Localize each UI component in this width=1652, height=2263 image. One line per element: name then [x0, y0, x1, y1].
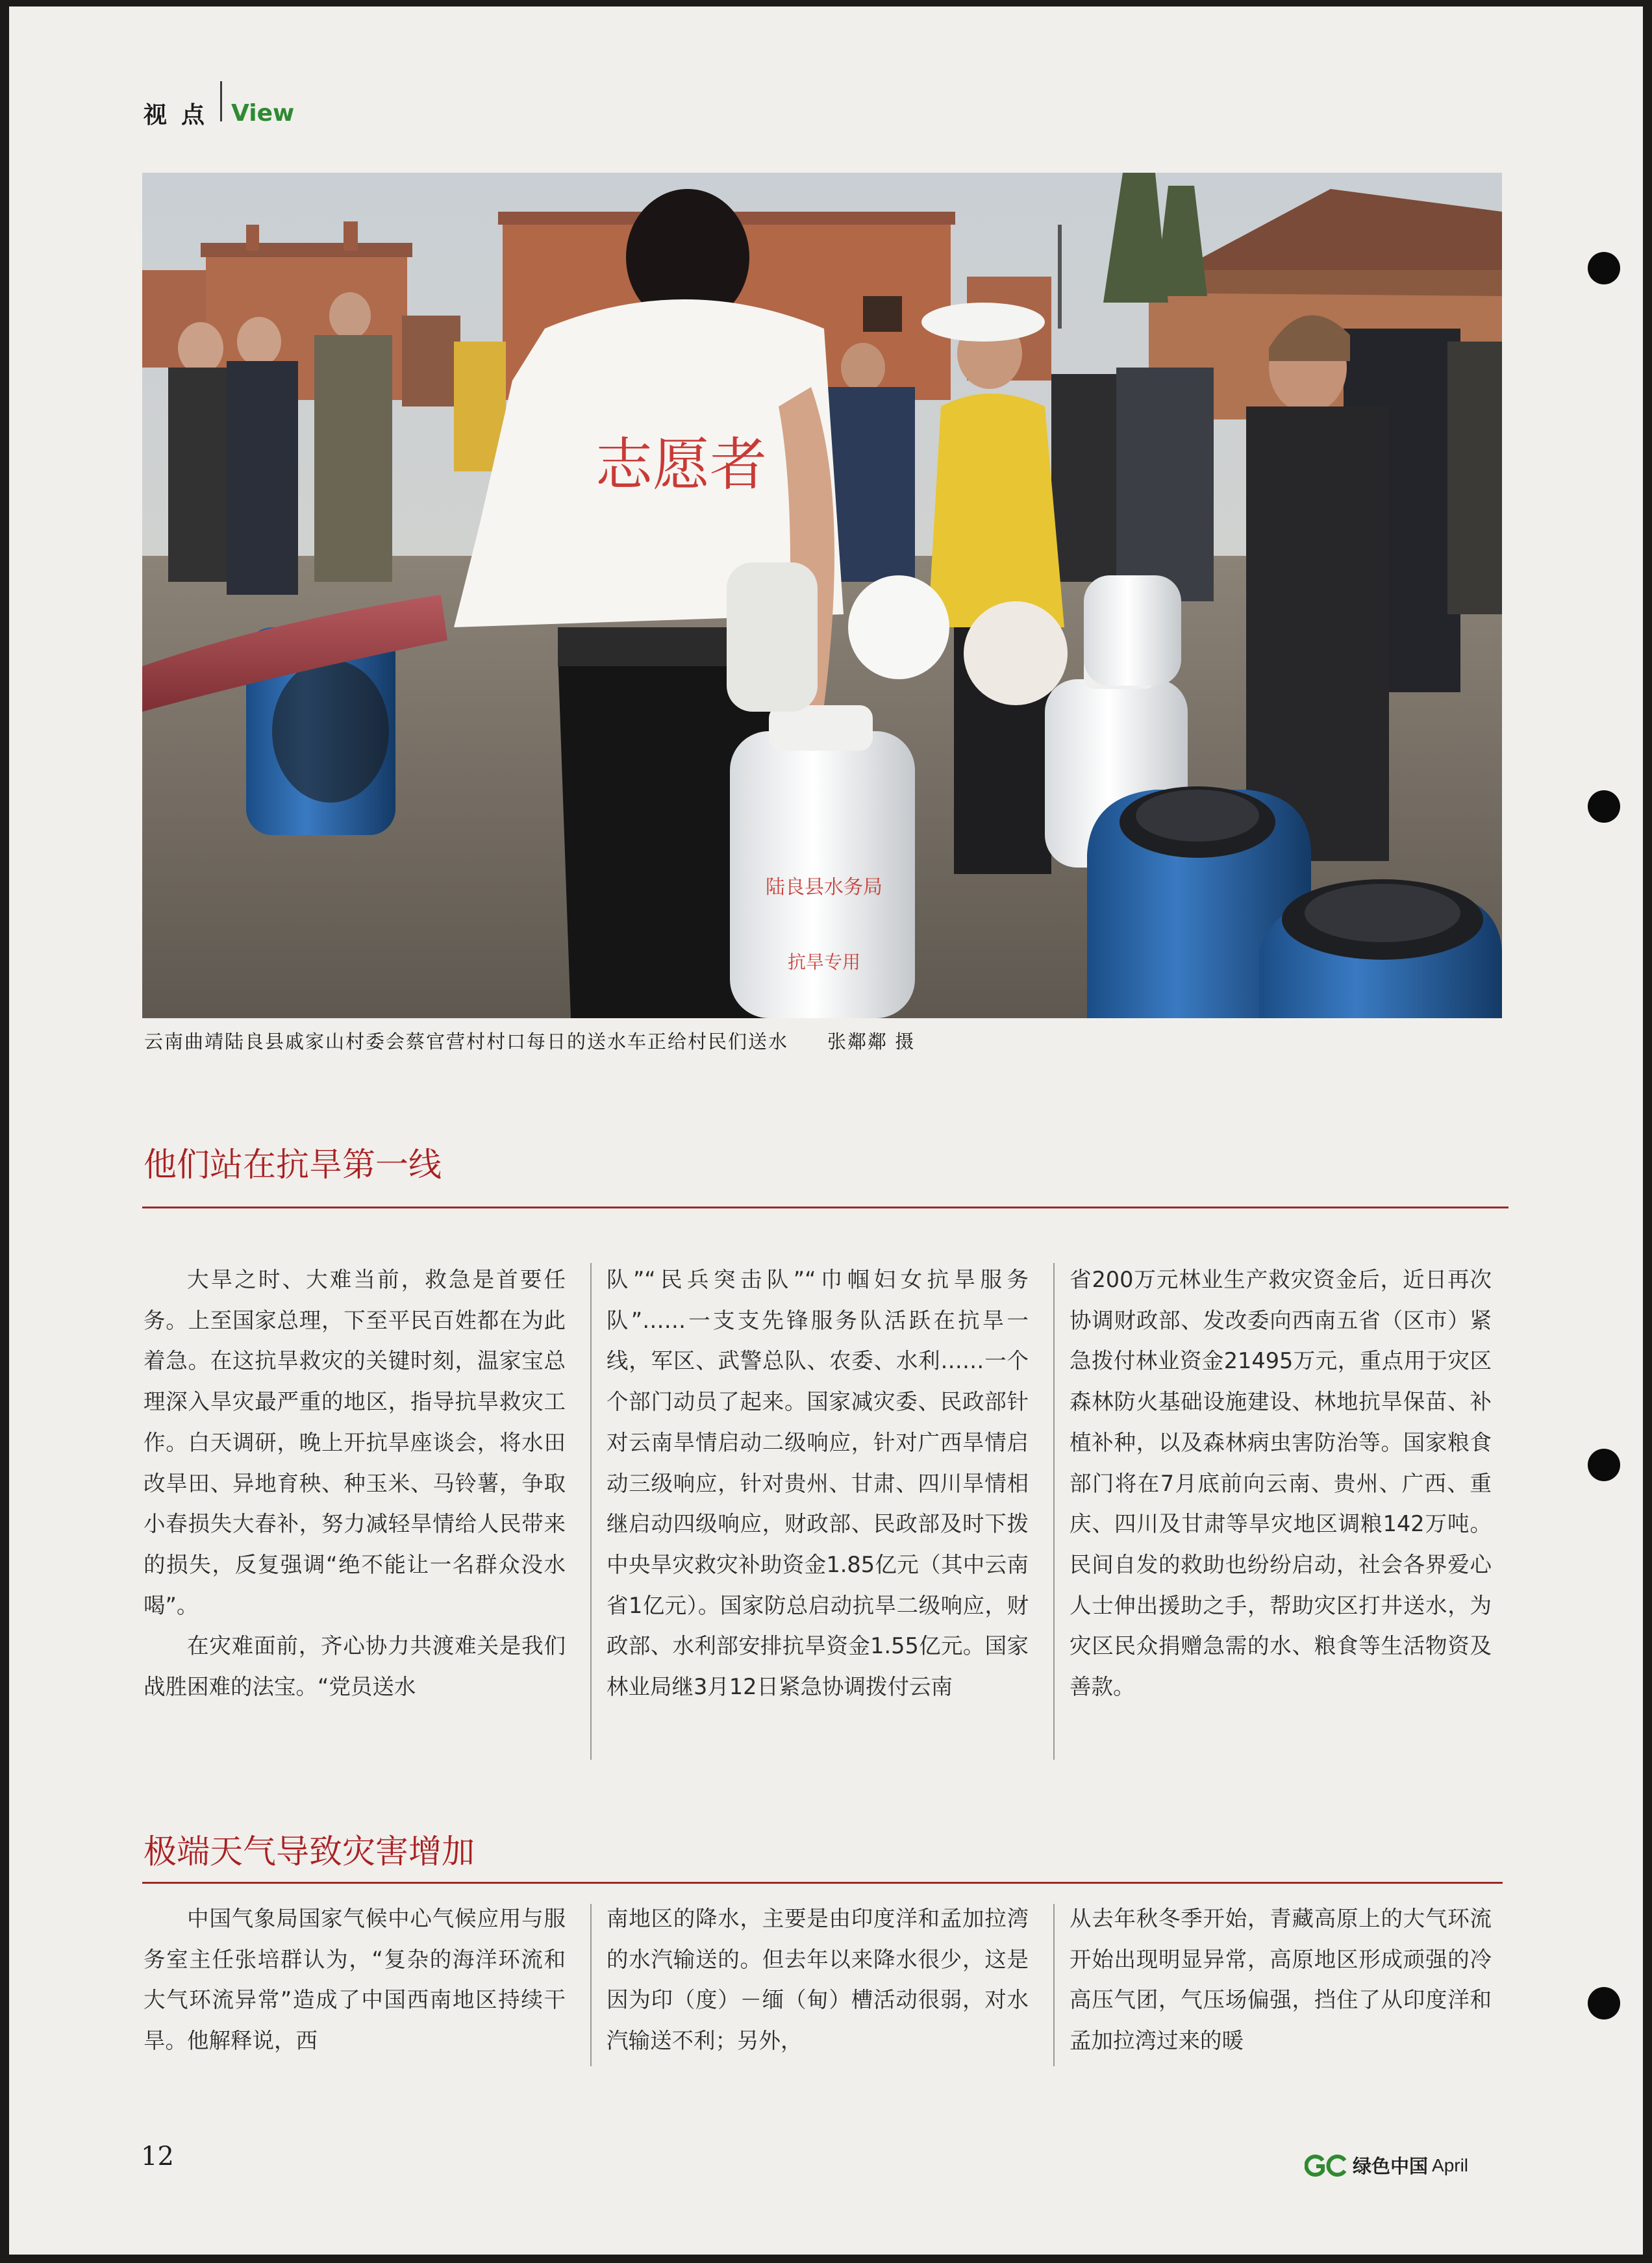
magazine-page [9, 6, 1643, 2255]
article1-paragraph-3: 省200万元林业生产救灾资金后，近日再次协调财政部、发改委向西南五省（区市）紧急拨付林业资金21495万元，重点用于灾区森林防火基础设施建设、林地抗旱保苗、补植补种，以及森林病虫害防治等。国家粮食部门将在7月底前向云南、贵州、广西、重庆、四川及甘肃等旱灾地区调粮142万吨。民间自发的救助也纷纷启动，社会各界爱心人士伸出援助之手，帮助灾区打井送水，为灾区民众捐赠急需的水、粮食等生活物资及善款。 [1070, 1267, 1492, 1700]
gc-logo-icon [1305, 2155, 1347, 2177]
page-number: 12 [141, 2142, 174, 2171]
jug-label-2: 抗旱专用 [787, 951, 861, 973]
article1-paragraph-2: 在灾难面前，齐心协力共渡难关是我们战胜困难的法宝。“党员送水 [144, 1633, 566, 1700]
section-title-en: View [231, 99, 295, 127]
column-divider [590, 1263, 592, 1760]
article1-column-1 [144, 1260, 566, 1708]
section-divider [220, 81, 222, 121]
heading-rule-1 [142, 1207, 1508, 1208]
article2-paragraph-1-cont2: 从去年秋冬季开始，青藏高原上的大气环流开始出现明显异常，高原地区形成顽强的冷高压气团，气压场偏强，挡住了从印度洋和孟加拉湾过来的暖 [1070, 1906, 1492, 2054]
issue-month: April [1432, 2155, 1469, 2175]
binder-hole-4 [1588, 1987, 1620, 2019]
article2-paragraph-1: 中国气象局国家气候中心气候应用与服务室主任张培群认为，“复杂的海洋环流和大气环流异常”造成了中国西南地区持续干旱。他解释说，西 [144, 1906, 566, 2054]
feature-photo [142, 173, 1502, 1018]
jug-label-1: 陆良县水务局 [766, 876, 882, 899]
photo-caption [144, 1027, 915, 1054]
article1-column-2 [607, 1260, 1029, 1708]
article1-paragraph-2-cont: 队”“民兵突击队”“巾帼妇女抗旱服务队”……一支支先锋服务队活跃在抗旱一线，军区、武警总队、农委、水利……一个个部门动员了起来。国家减灾委、民政部针对云南旱情启动二级响应，针对广西旱情启动三级响应，针对贵州、甘肃、四川旱情相继启动四级响应，财政部、民政部及时下拨中央旱灾救灾补助资金1.85亿元（其中云南省1亿元）。国家防总启动抗旱二级响应，财政部、水利部安排抗旱资金1.55亿元。国家林业局继3月12日紧急协调拨付云南 [607, 1267, 1029, 1700]
photo-credit: 张鄰鄰 摄 [827, 1031, 916, 1053]
volunteer-shirt-text: 志愿者 [595, 431, 768, 498]
binder-hole-2 [1588, 790, 1620, 823]
heading-rule-2 [142, 1882, 1503, 1884]
section-title-zh: 视点 [144, 101, 219, 129]
article2-column-2 [607, 1899, 1029, 2062]
caption-text: 云南曲靖陆良县戚家山村委会蔡官营村村口每日的送水车正给村民们送水 [144, 1031, 789, 1053]
heading-frontline: 他们站在抗旱第一线 [144, 1146, 442, 1184]
binder-hole-3 [1588, 1449, 1620, 1481]
article2-column-3 [1070, 1899, 1492, 2062]
section-header [144, 94, 294, 132]
binder-hole-1 [1588, 252, 1620, 284]
column-divider [1053, 1263, 1055, 1760]
article2-column-1 [144, 1899, 566, 2062]
article1-paragraph-1: 大旱之时、大难当前，救急是首要任务。上至国家总理，下至平民百姓都在为此着急。在这抗旱救灾的关键时刻，温家宝总理深入旱灾最严重的地区，指导抗旱救灾工作。白天调研，晚上开抗旱座谈会，将水田改旱田、异地育秧、种玉米、马铃薯，争取小春损失大春补，努力减轻旱情给人民带来的损失，反复强调“绝不能让一名群众没水喝”。 [144, 1267, 566, 1618]
column-divider [590, 1904, 592, 2066]
footer-brand [1305, 2152, 1468, 2179]
column-divider [1053, 1904, 1055, 2066]
article2-paragraph-1-cont: 南地区的降水，主要是由印度洋和孟加拉湾的水汽输送的。但去年以来降水很少，这是因为印（度）－缅（甸）槽活动很弱，对水汽输送不利；另外， [607, 1906, 1029, 2054]
heading-extreme-weather: 极端天气导致灾害增加 [144, 1833, 475, 1871]
article1-column-3 [1070, 1260, 1492, 1708]
magazine-name: 绿色中国 [1353, 2155, 1429, 2177]
